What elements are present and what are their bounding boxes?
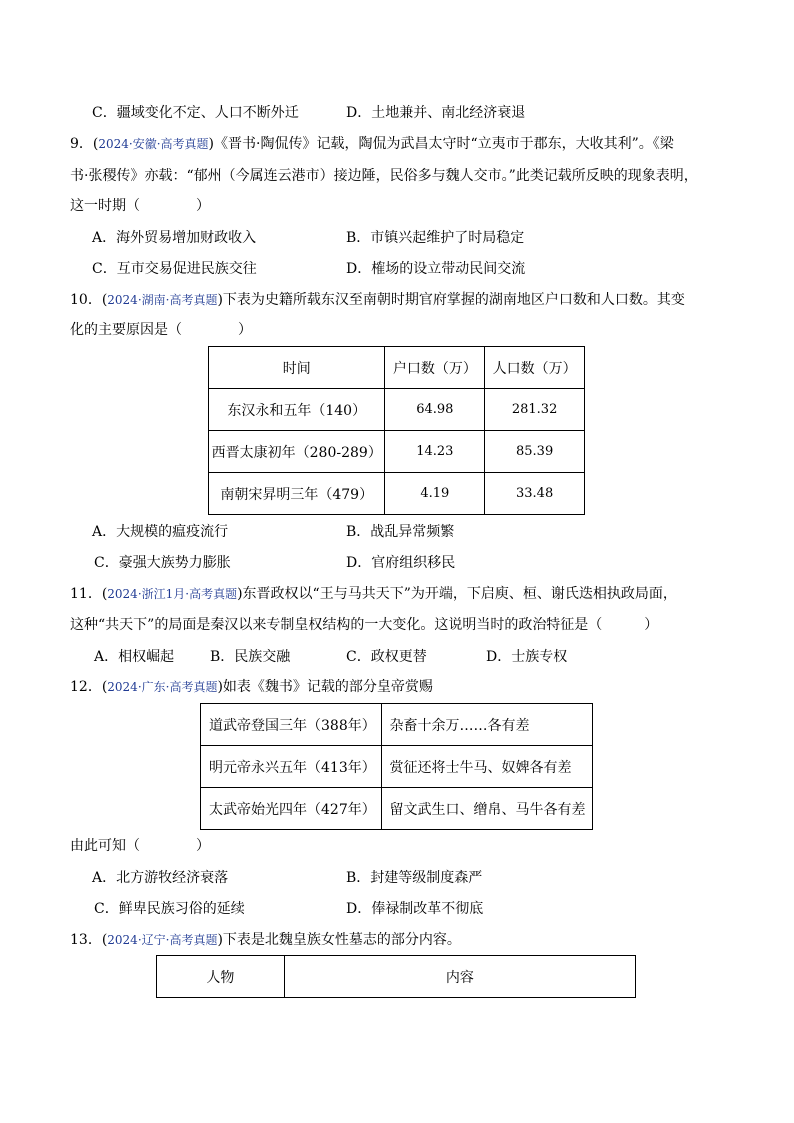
table-row bbox=[201, 746, 593, 788]
table-row bbox=[201, 788, 593, 830]
table-cell: 明元帝永兴五年（413年） bbox=[201, 746, 382, 788]
table-cell: 33.48 bbox=[485, 473, 585, 515]
table-cell: 281.32 bbox=[485, 389, 585, 431]
q12-number: 12．( bbox=[70, 679, 108, 695]
table-header-row bbox=[157, 956, 636, 998]
q11-option-c: C．政权更替 bbox=[346, 649, 427, 665]
table-cell: 留文武生口、缯帛、马牛各有差 bbox=[381, 788, 592, 830]
q13-table bbox=[156, 955, 636, 998]
table-header-cell: 户口数（万） bbox=[385, 347, 485, 389]
table-cell: 85.39 bbox=[485, 431, 585, 473]
table-cell: 道武帝登国三年（388年） bbox=[201, 704, 382, 746]
q9-option-c: C．互市交易促进民族交往 bbox=[92, 261, 257, 277]
table-row bbox=[201, 704, 593, 746]
q12-stem-line2: 由此可知（ ） bbox=[70, 838, 210, 854]
q9-stem-line2: 书·张稷传》亦载：“郁州（今属连云港市）接边陲，民俗多与魏人交市。”此类记载所反映的现象表明， bbox=[70, 168, 698, 184]
q11-stem-line2: 这种“共天下”的局面是秦汉以来专制皇权结构的一大变化。这说明当时的政治特征是（ ） bbox=[70, 617, 659, 633]
q8-option-c: C．疆域变化不定、人口不断外迁 bbox=[92, 105, 299, 121]
q11-option-b: B．民族交融 bbox=[210, 649, 291, 665]
table-cell: 西晋太康初年（280-289） bbox=[209, 431, 385, 473]
q9-source-tag: 2024·安徽·高考真题 bbox=[98, 137, 209, 151]
table-header-cell: 内容 bbox=[284, 956, 635, 998]
q10-stem-line2: 化的主要原因是（ ） bbox=[70, 322, 252, 338]
table-header-cell: 人口数（万） bbox=[485, 347, 585, 389]
q12-option-a: A．北方游牧经济衰落 bbox=[92, 870, 229, 886]
q9-option-b: B．市镇兴起维护了时局稳定 bbox=[346, 230, 525, 246]
table-cell: 14.23 bbox=[385, 431, 485, 473]
q9-stem-line1 bbox=[70, 134, 674, 154]
q10-stem-text: )下表为史籍所载东汉至南朝时期官府掌握的湖南地区户口数和人口数。其变 bbox=[217, 292, 685, 308]
q9-stem-text: )《晋书·陶侃传》记载，陶侃为武昌太守时“立夷市于郡东，大收其利”。《梁 bbox=[208, 136, 674, 152]
q10-table bbox=[208, 346, 585, 515]
table-header-row bbox=[209, 347, 585, 389]
table-cell: 赏征还将士牛马、奴婢各有差 bbox=[381, 746, 592, 788]
q9-number: 9．( bbox=[70, 136, 99, 152]
q13-source-tag: 2024·辽宁·高考真题 bbox=[107, 933, 218, 947]
q10-number: 10．( bbox=[70, 292, 108, 308]
q12-stem-text: )如表《魏书》记载的部分皇帝赏赐 bbox=[217, 679, 433, 695]
table-header-cell: 人物 bbox=[157, 956, 285, 998]
q12-source-tag: 2024·广东·高考真题 bbox=[107, 680, 218, 694]
table-cell: 东汉永和五年（140） bbox=[209, 389, 385, 431]
q8-option-d: D．土地兼并、南北经济衰退 bbox=[346, 105, 526, 121]
q11-option-d: D．士族专权 bbox=[486, 649, 568, 665]
q12-option-d: D．俸禄制改革不彻底 bbox=[346, 901, 484, 917]
q11-number: 11．( bbox=[70, 586, 108, 602]
q13-number: 13．( bbox=[70, 932, 108, 948]
table-cell: 4.19 bbox=[385, 473, 485, 515]
q11-option-a: A．相权崛起 bbox=[94, 649, 175, 665]
q12-table bbox=[200, 703, 593, 830]
q10-option-a: A．大规模的瘟疫流行 bbox=[92, 524, 229, 540]
q10-option-b: B．战乱异常频繁 bbox=[346, 524, 455, 540]
table-row bbox=[209, 389, 585, 431]
q11-source-tag: 2024·浙江1月·高考真题 bbox=[107, 587, 238, 601]
table-cell: 杂畜十余万……各有差 bbox=[381, 704, 592, 746]
q9-stem-line3: 这一时期（ ） bbox=[70, 198, 210, 214]
q13-stem-line1 bbox=[70, 930, 461, 950]
q10-option-c: C．豪强大族势力膨胀 bbox=[94, 555, 231, 571]
q11-stem-line1 bbox=[70, 584, 677, 604]
q10-stem-line1 bbox=[70, 290, 685, 310]
q10-option-d: D．官府组织移民 bbox=[346, 555, 456, 571]
table-cell: 南朝宋昇明三年（479） bbox=[209, 473, 385, 515]
table-cell: 64.98 bbox=[385, 389, 485, 431]
q12-option-c: C．鲜卑民族习俗的延续 bbox=[94, 901, 245, 917]
table-row bbox=[209, 473, 585, 515]
table-header-cell: 时间 bbox=[209, 347, 385, 389]
table-cell: 太武帝始光四年（427年） bbox=[201, 788, 382, 830]
q9-option-a: A．海外贸易增加财政收入 bbox=[92, 230, 257, 246]
q10-source-tag: 2024·湖南·高考真题 bbox=[107, 293, 218, 307]
q9-option-d: D．榷场的设立带动民间交流 bbox=[346, 261, 526, 277]
q12-stem-line1 bbox=[70, 677, 433, 697]
table-row bbox=[209, 431, 585, 473]
q11-stem-text: )东晋政权以“王与马共天下”为开端，下启庾、桓、谢氏迭相执政局面， bbox=[237, 586, 677, 602]
q12-option-b: B．封建等级制度森严 bbox=[346, 870, 483, 886]
q13-stem-text: )下表是北魏皇族女性墓志的部分内容。 bbox=[217, 932, 461, 948]
